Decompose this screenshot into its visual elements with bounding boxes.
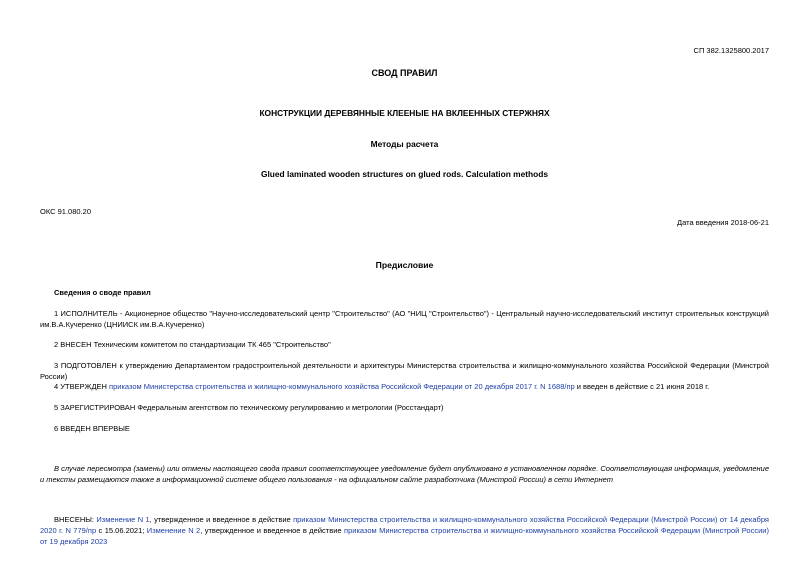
approved-suffix: и введен в действие с 21 июня 2018 г.	[574, 382, 710, 391]
amendments-paragraph	[40, 515, 769, 548]
document-title: КОНСТРУКЦИИ ДЕРЕВЯННЫЕ КЛЕЕНЫЕ НА ВКЛЕЕННЫХ СТЕРЖНЯХ	[259, 108, 550, 118]
document-type-heading: СВОД ПРАВИЛ	[371, 68, 438, 78]
info-heading: Сведения о своде правил	[54, 288, 151, 297]
paragraph-first-introduced: 6 ВВЕДЕН ВПЕРВЫЕ	[54, 424, 130, 433]
paragraph-prepared: 3 ПОДГОТОВЛЕН к утверждению Департаментом градостроительной деятельности и архитектуры Министерства строительства и жилищно-коммунального хозяйства Российской Федерации (Минстрой России)	[40, 361, 769, 381]
paragraph-approved	[40, 382, 769, 393]
change-2-order-link[interactable]: приказом Министерства строительства и жилищно-коммунального хозяйства Российской Федерации (Минстрой России) от 19 декабря 2023	[40, 525, 769, 546]
amendments-mid-3: , утвержденное и введенное в действие	[200, 525, 345, 535]
approval-order-link[interactable]: приказом Министерства строительства и жилищно-коммунального хозяйства Российской Федерации от 20 декабря 2017 г. N 1688/пр	[109, 382, 575, 391]
paragraph-registered: 5 ЗАРЕГИСТРИРОВАН Федеральным агентством по техническому регулированию и метрологии (Росстандарт)	[54, 403, 444, 412]
amendments-prefix: ВНЕСЕНЫ:	[54, 515, 97, 524]
preface-heading: Предисловие	[375, 260, 434, 270]
document-code: СП 382.1325800.2017	[693, 46, 769, 55]
change-1-order-link[interactable]: приказом Министерства строительства и жилищно-коммунального хозяйства Российской Федерации (Минстрой России) от 14 декабря 2020 г. N 779/пр	[40, 515, 769, 535]
oks-code: ОКС 91.080.20	[40, 207, 91, 216]
revision-note: В случае пересмотра (замены) или отмены настоящего свода правил соответствующее уведомление будет опубликовано в установленном порядке. Соответствующая информация, уведомление и тексты размещаются также в информационной системе общего пользования - на официальном сайте разработчика (Минстрой России) в сети Интернет	[40, 464, 769, 484]
paragraph-executor: 1 ИСПОЛНИТЕЛЬ - Акционерное общество "Научно-исследовательский центр "Строительство" (АО "НИЦ "Строительство") - Центральный научно-исследовательский институт строительных конструкций им.В.А.Кучеренко (ЦНИИСК им.В.А.Кучеренко)	[40, 309, 769, 329]
change-1-link[interactable]: Изменение N 1	[96, 515, 150, 524]
amendments-mid-1: , утвержденное и введенное в действие	[149, 515, 294, 524]
paragraph-submitted: 2 ВНЕСЕН Техническим комитетом по стандартизации ТК 465 "Строительство"	[54, 340, 331, 349]
approved-prefix: 4 УТВЕРЖДЕН	[54, 382, 110, 391]
introduction-date: Дата введения 2018-06-21	[677, 218, 769, 227]
change-2-link[interactable]: Изменение N 2	[146, 525, 201, 535]
document-title-english: Glued laminated wooden structures on glued rods. Calculation methods	[260, 169, 549, 179]
amendments-mid-2: с 15.06.2021;	[96, 525, 147, 535]
document-subtitle: Методы расчета	[370, 139, 439, 149]
